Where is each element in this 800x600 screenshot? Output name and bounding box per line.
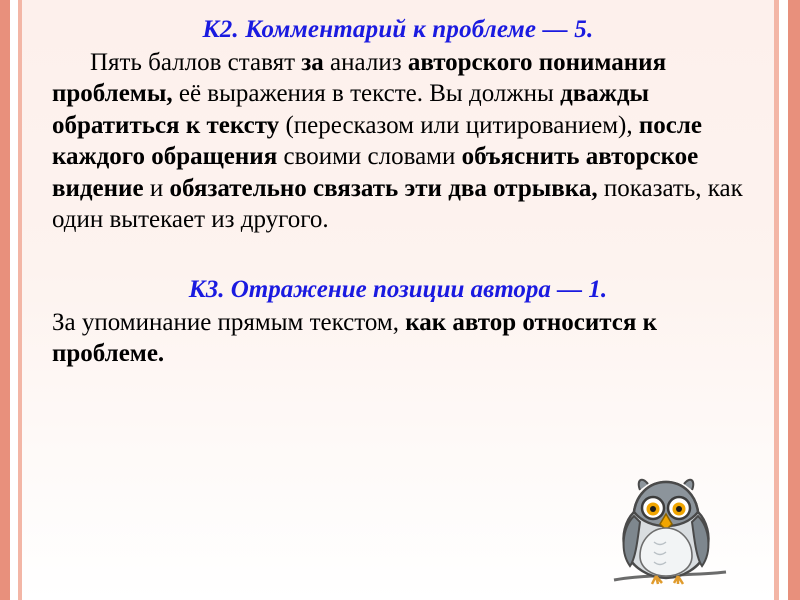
paragraph-k2-segment-9: объяснить авторское видение: [52, 143, 699, 202]
paragraph-k2-segment-11: обязательно связать эти два отрывка,: [169, 174, 598, 202]
paragraph-k2-segment-0: Пять баллов ставят: [90, 48, 302, 76]
paragraph-k2-segment-6: (пересказом или цитированием),: [279, 111, 639, 139]
paragraph-k2-segment-5: дважды обратиться к тексту: [52, 80, 650, 139]
heading-k3: К3. Отражение позиции автора — 1.: [188, 275, 608, 303]
paragraph-k2-segment-3: авторского понимания проблемы,: [52, 48, 667, 108]
paragraph-k2-segment-12: показать, как один вытекает из другого.: [52, 174, 743, 234]
right-border-band: [788, 0, 800, 600]
left-border-gap: [10, 0, 18, 600]
heading-k2: К2. Комментарий к проблеме — 5.: [202, 16, 594, 43]
left-border-band: [0, 0, 10, 600]
paragraph-k2-segment-8: своими словами: [277, 143, 462, 171]
right-border-gap: [779, 0, 788, 600]
paragraph-k2-segment-10: и: [143, 174, 170, 202]
paragraph-k2-segment-1: за: [301, 48, 331, 76]
paragraph-k3: [52, 307, 744, 370]
paragraph-k3-segment-0: За упоминание прямым текстом,: [52, 308, 406, 336]
right-border-accent: [774, 0, 779, 600]
paragraph-k2-segment-4: её выражения в тексте. Вы должны: [172, 80, 561, 108]
owl-illustration: [596, 464, 736, 594]
paragraph-k2-segment-2: анализ: [330, 48, 408, 76]
paragraph-k2-segment-7: после каждого обращения: [52, 111, 702, 171]
paragraph-k2: [52, 47, 744, 236]
paragraph-spacer: [52, 236, 744, 276]
slide-content-area: [22, 0, 774, 600]
paragraph-k3-segment-1: как автор относится к проблеме.: [52, 308, 658, 367]
